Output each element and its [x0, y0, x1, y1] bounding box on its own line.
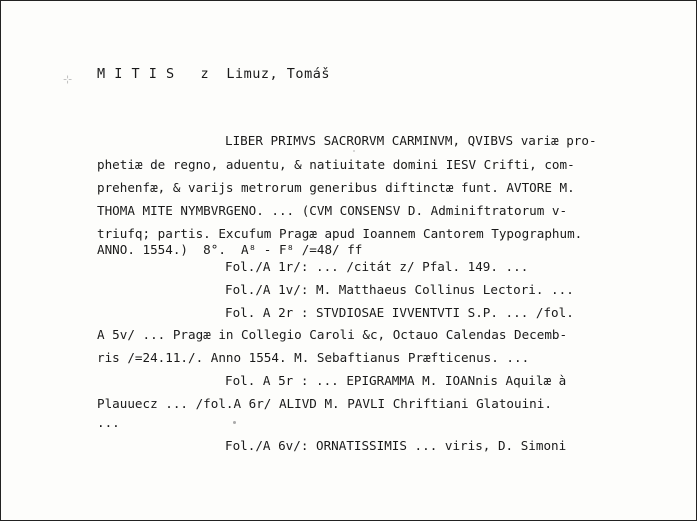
- text-line-2: phetiæ de regno, aduentu, & natiuitate domini IESV Crifti, com-: [97, 157, 575, 172]
- faint-mark-icon: ⊹: [63, 73, 73, 86]
- card-heading: M I T I S z Limuz, Tomáš: [97, 66, 330, 82]
- text-line-9: Fol. A 2r : STVDIOSAE IVVENTVTI S.P. ... /fol.: [225, 305, 574, 320]
- text-line-12: Fol. A 5r : ... EPIGRAMMA M. IOANnis Aquilæ à: [225, 373, 567, 388]
- text-line-14: ...: [97, 415, 120, 430]
- text-line-8: Fol./A 1v/: M. Matthaeus Collinus Lectori. ...: [225, 282, 574, 297]
- text-line-15: Fol./A 6v/: ORNATISSIMIS ... viris, D. Simoni: [225, 438, 567, 453]
- paper-speck: [233, 421, 236, 424]
- text-line-4: THOMA MITE NYMBVRGENO. ... (CVM CONSENSV D. Adminiftratorum v-: [97, 203, 568, 218]
- text-line-13: Plauuecz ... /fol.A 6r/ ALIVD M. PAVLI Chriftiani Glatouini.: [97, 396, 552, 411]
- text-line-11: ris /=24.11./. Anno 1554. M. Sebaftianus Præfticenus. ...: [97, 350, 530, 365]
- text-line-5: triufq; partis. Excufum Pragæ apud Ioannem Cantorem Typographum.: [97, 226, 583, 241]
- text-line-6: ANNO. 1554.) 8°. A⁸ - F⁸ /=48/ ff: [97, 242, 363, 257]
- text-line-3: prehenfæ, & varijs metrorum generibus diftinctæ funt. AVTORE M.: [97, 180, 575, 195]
- text-line-1: LIBER PRIMVS SACRORVM CARMINVM, QVIBVS variæ pro-: [225, 133, 597, 148]
- paper-speck: [353, 150, 355, 152]
- text-line-10: A 5v/ ... Pragæ in Collegio Caroli &c, Octauo Calendas Decemb-: [97, 327, 568, 342]
- text-line-7: Fol./A 1r/: ... /citát z/ Pfal. 149. ...: [225, 259, 529, 274]
